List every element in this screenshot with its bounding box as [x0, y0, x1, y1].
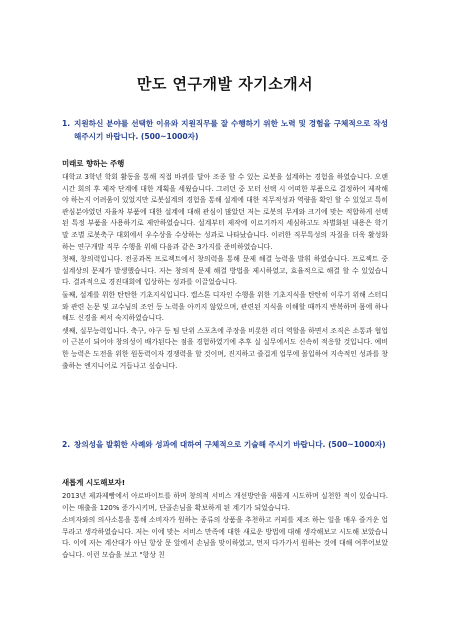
answer-2-subheading: 새롭게 시도해보자!	[62, 478, 126, 487]
question-1-number: 1.	[62, 119, 71, 128]
answer-1-paragraph: 둘째, 설계를 위한 탄탄한 기초지식입니다. 캡스톤 디자인 수행을 위한 기초지식을 탄탄히 이루기 위해 스터디와 관련 논문 및 교수님의 조언 등 노력을 아끼지 않았으며, 관련된 지식을 이해할 때까지 반복하며 몸에 하나해도 신경을 써서 숙지하였습니다.	[62, 290, 388, 323]
question-1-text: 지원하신 분야를 선택한 이유와 지원직무를 잘 수행하기 위한 노력 및 경험을 구체적으로 작성해주시기 바랍니다. (500~1000자)	[74, 119, 388, 141]
question-2	[62, 438, 388, 451]
answer-1	[62, 158, 388, 373]
answer-2-paragraph: 2013년 제과제빵에서 아르바이트를 하며 창의적 서비스 개선방안을 새롭게 시도하며 실천한 적이 있습니다. 이는 매출을 120% 증가시키며, 단골손님을 확보하게 된 계기가 되었습니다.	[62, 492, 388, 512]
answer-1-paragraph: 셋째, 실무능력입니다. 축구, 야구 등 팀 단위 스포츠에 주장을 비롯한 리더 역할을 하면서 조직은 소통과 협업이 근본이 되어야 창의성이 배가된다는 점을 경험하였기에 추후 실 실무에서도 신속히 적응할 것입니다. 예비한 능력은 도전을 위한 원동력이자 경쟁력을 할 것이며, 진지하고 즐겁게 업무에 몰입하여 지속적인 성과를 창출하는 엔지니어로 거듭나고 싶습니다.	[62, 326, 388, 370]
question-1	[62, 117, 388, 143]
answer-2-paragraph: 소비자와의 의사소통을 통해 소비자가 원하는 종류의 상품을 추천하고 커피를 제조 하는 일을 매우 즐거운 업무라고 생각하였습니다. 저는 이에 맞는 서비스 만족에 대한 새로운 방법에 대해 생각해보고 시도해 보았습니다. 이에 저는 계산대가 아닌 항상 문 앞에서 손님을 맞이하였고, 먼저 다가가서 원하는 것에 대해 여쭈어보았습니다. 이런 모습을 보고 "항상 친	[62, 516, 388, 559]
question-2-text: 창의성을 발휘한 사례와 성과에 대하여 구체적으로 기술해 주시기 바랍니다. (500~1000자)	[74, 440, 386, 449]
answer-2	[62, 477, 388, 563]
answer-1-paragraph: 대학교 3학년 학회 활동을 통해 직접 바퀴를 달아 조종 할 수 있는 로봇을 설계하는 경험을 하였습니다. 오랜 시간 회의 후 제작 단계에 대한 계획을 세웠습니다. 그러던 중 모터 선택 시 어떠한 부품으로 결정하여 제작해야 하는지 어려움이 있었지만 로봇설계의 경험을 통해 설계에 대한 직무적성과 역량을 확인 할 수 있었고 특히 관심분야였던 자율차 부품에 대한 설계에 대해 관심이 많았던 저는 로봇의 무게와 크기에 맞는 적합하게 선택된 특정 부품을 사용하기로 제안하였습니다. 설계부터 제작에 이르기까지 세심하고도 차별화된 내용은 학기 말 조별 로봇축구 대회에서 우수상을 수상하는 성과로 나타났습니다. 이러한 직무특성의 자질을 더욱 활성화하는 연구개발 직무 수행을 위해 다음과 같은 3가지를 준비하였습니다.	[62, 173, 388, 251]
question-2-number: 2.	[62, 440, 71, 449]
document-title: 만도 연구개발 자기소개서	[136, 75, 314, 93]
answer-1-subheading: 미래로 향하는 주행	[62, 159, 125, 168]
answer-1-paragraph: 첫째, 창의력입니다. 전공과목 프로젝트에서 창의력을 통해 문제 해결 능력을 발휘 하였습니다. 프로젝트 중 설계상의 문제가 발생했습니다. 저는 창의적 문제 해결 방법을 제시하였고, 효율적으로 해결 할 수 있었습니다. 결과적으로 경진대회에 입상하는 성과를 이끌었습니다.	[62, 255, 388, 287]
